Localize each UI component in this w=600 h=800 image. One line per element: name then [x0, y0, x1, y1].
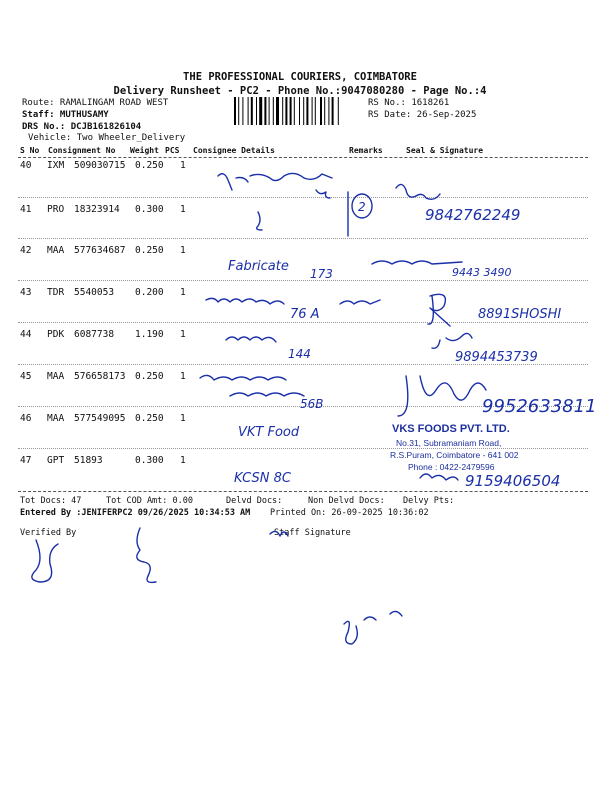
consignee-scribble-40: [218, 173, 332, 190]
col-remarks: Remarks: [349, 146, 383, 155]
row-pcs: 1: [180, 160, 186, 171]
mark-scribble-41: [257, 212, 262, 230]
row-pcs: 1: [180, 287, 186, 298]
number-44: 144: [288, 347, 311, 361]
runsheet-subtitle: Delivery Runsheet - PC2 - Phone No.:9047080280 - Page No.:4: [113, 85, 487, 97]
number-43: 76 A: [290, 307, 320, 322]
row-consignment-number: 577634687: [74, 245, 126, 256]
signature-43: [428, 294, 450, 326]
row-sno: 43: [20, 287, 32, 298]
row-pcs: 1: [180, 413, 186, 424]
row-sno: 47: [20, 455, 32, 466]
row-pcs: 1: [180, 245, 186, 256]
row-weight: 0.250: [135, 371, 164, 382]
row-sno: 46: [20, 413, 32, 424]
row-consignment-prefix: PDK: [47, 329, 65, 340]
row-sno: 44: [20, 329, 32, 340]
note-47: KCSN 8C: [234, 471, 291, 486]
vehicle-label: Vehicle: Two Wheeler_Delivery: [28, 133, 186, 143]
row-consignment-number: 5540053: [74, 287, 115, 298]
row-weight: 0.250: [135, 245, 164, 256]
row-sno: 40: [20, 160, 32, 171]
col-sno: S No: [20, 146, 40, 155]
phone-43: 8891SHOSHI: [478, 307, 562, 322]
verified-by-label: Verified By: [20, 528, 77, 538]
rs-number: RS No.: 1618261: [368, 98, 450, 108]
row-weight: 0.250: [135, 160, 164, 171]
row-weight: 0.200: [135, 287, 164, 298]
row-consignment-prefix: TDR: [47, 287, 65, 298]
row-pcs: 1: [180, 455, 186, 466]
tot-docs: Tot Docs: 47: [20, 496, 82, 506]
row-consignment-prefix: MAA: [47, 371, 65, 382]
non-delvd-docs: Non Delvd Docs:: [308, 496, 385, 506]
svg-text:2: 2: [358, 200, 366, 214]
col-consignment: Consignment No: [48, 146, 116, 155]
row-consignment-prefix: MAA: [47, 413, 65, 424]
stamp-line2: R.S.Puram, Coimbatore - 641 002: [390, 450, 519, 460]
row-consignment-prefix: MAA: [47, 245, 65, 256]
row-pcs: 1: [180, 329, 186, 340]
col-weight: Weight: [130, 146, 159, 155]
signature-42: [372, 261, 462, 264]
staff-signature-label: Staff Signature: [274, 528, 351, 538]
note-46: VKT Food: [238, 425, 300, 440]
row-sno: 42: [20, 245, 32, 256]
signature-45: [398, 376, 486, 416]
row-weight: 0.250: [135, 413, 164, 424]
stamp-name: VKS FOODS PVT. LTD.: [392, 423, 510, 435]
consignee-scribble-45: [200, 375, 286, 380]
row-sno: 41: [20, 204, 32, 215]
signature-44: [432, 333, 472, 348]
drs-number: DRS No.: DCJB161826104: [22, 122, 142, 132]
number-42: 173: [310, 267, 333, 281]
consignee-scribble-43: [206, 298, 284, 304]
phone-44: 9894453739: [455, 350, 538, 365]
number-45: 56B: [300, 397, 324, 411]
delvd-docs: Delvd Docs:: [226, 496, 283, 506]
phone-45: 9952633811: [482, 396, 597, 417]
stamp-line1: No.31, Subramaniam Road,: [396, 438, 502, 448]
rs-date: RS Date: 26-Sep-2025: [368, 110, 477, 120]
stamp-line3: Phone : 0422-2479596: [408, 462, 495, 472]
scribble-45: [230, 393, 304, 396]
staff-label: Staff: MUTHUSAMY: [22, 110, 109, 120]
number-scribble-40: [316, 190, 330, 198]
delvy-pts: Delvy Pts:: [403, 496, 455, 506]
note-42: Fabricate: [228, 259, 289, 274]
printed-on: Printed On: 26-09-2025 10:36:02: [270, 508, 429, 518]
row-sno: 45: [20, 371, 32, 382]
col-seal-signature: Seal & Signature: [406, 146, 484, 155]
entered-by: Entered By :JENIFERPC2 09/26/2025 10:34:53 AM: [20, 508, 251, 518]
company-stamp: [388, 418, 566, 476]
row-consignment-prefix: GPT: [47, 455, 65, 466]
tot-cod-amt: Tot COD Amt: 0.00: [106, 496, 193, 506]
row-consignment-prefix: PRO: [47, 204, 65, 215]
verified-signature: [32, 540, 58, 582]
row-consignment-prefix: IXM: [47, 160, 65, 171]
row-consignment-number: 577549095: [74, 413, 126, 424]
row-weight: 0.300: [135, 455, 164, 466]
row-consignment-number: 509030715: [74, 160, 126, 171]
company-title: THE PROFESSIONAL COURIERS, COIMBATORE: [183, 71, 417, 83]
bottom-scribble: [344, 611, 402, 644]
verified-signature-2: [137, 528, 156, 582]
row-weight: 1.190: [135, 329, 164, 340]
phone-42: 9443 3490: [452, 266, 512, 279]
consignee-scribble-44: [226, 337, 276, 342]
col-consignee-details: Consignee Details: [193, 146, 275, 155]
row-weight: 0.300: [135, 204, 164, 215]
row-consignment-number: 18323914: [74, 204, 120, 215]
phone-41: 9842762249: [425, 206, 521, 224]
route-label: Route: RAMALINGAM ROAD WEST: [22, 98, 169, 108]
phone-47: 9159406504: [465, 472, 561, 490]
col-pcs: PCS: [165, 146, 180, 155]
scribble-43: [340, 300, 380, 304]
row-pcs: 1: [180, 204, 186, 215]
row-consignment-number: 51893: [74, 455, 103, 466]
staff-signature-scribble: [270, 531, 288, 536]
row-pcs: 1: [180, 371, 186, 382]
row-consignment-number: 576658173: [74, 371, 126, 382]
row-consignment-number: 6087738: [74, 329, 115, 340]
